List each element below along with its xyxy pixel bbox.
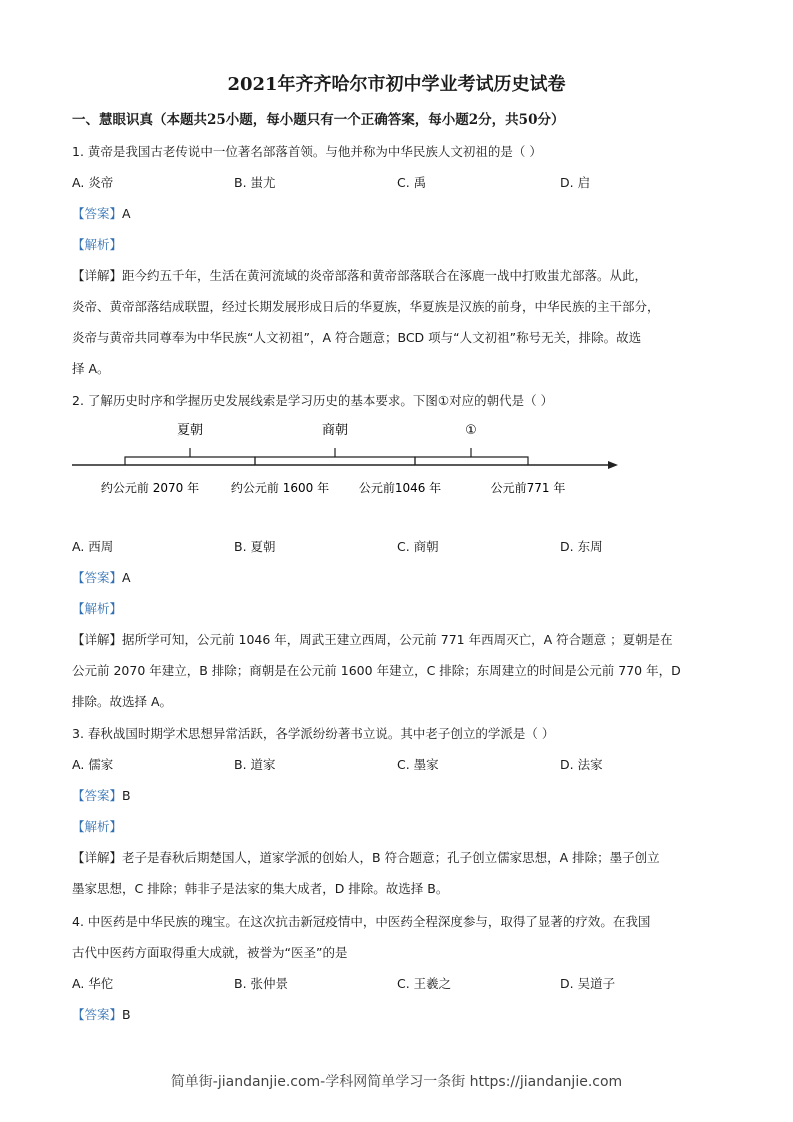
- detail-label: 【详解】: [72, 850, 123, 865]
- timeline-diagram: [70, 412, 630, 502]
- q4-option-c: C. 王羲之: [397, 976, 452, 991]
- q3-option-d: D. 法家: [560, 757, 603, 772]
- answer-label: 【答案】: [72, 570, 123, 585]
- question-2-stem: 2. 了解历史时序和学握历史发展线索是学习历史的基本要求。下图①对应的朝代是（ ）: [72, 393, 554, 408]
- q1-option-a: A. 炎帝: [72, 175, 114, 190]
- q3-option-a: A. 儒家: [72, 757, 114, 772]
- q3-analysis-label: 【解析】: [72, 819, 123, 834]
- q1-option-c: C. 禹: [397, 175, 427, 190]
- q1-detail-line: 炎帝、黄帝部落结成联盟，经过长期发展形成日后的华夏族，华夏族是汉族的前身，中华民族的主干部分，: [72, 299, 660, 314]
- answer-value: A: [122, 570, 131, 585]
- q4-option-a: A. 华佗: [72, 976, 114, 991]
- q2-option-d: D. 东周: [560, 539, 603, 554]
- q1-detail-line: [72, 266, 647, 284]
- answer-value: B: [122, 1007, 131, 1022]
- q1-option-b: B. 蚩尤: [234, 175, 276, 190]
- dynasty-label-xia: 夏朝: [176, 423, 204, 438]
- q3-detail-line: [72, 848, 660, 866]
- q2-analysis-label: 【解析】: [72, 601, 123, 616]
- q4-option-d: D. 吴道子: [560, 976, 616, 991]
- q3-answer: [72, 786, 131, 804]
- q3-option-b: B. 道家: [234, 757, 276, 772]
- q2-detail-line: 排除。故选择 A。: [72, 694, 173, 709]
- answer-label: 【答案】: [72, 788, 123, 803]
- date-label: 约公元前 1600 年: [230, 481, 330, 495]
- answer-label: 【答案】: [72, 1007, 123, 1022]
- detail-label: 【详解】: [72, 632, 123, 647]
- q1-detail-line: 择 A。: [72, 361, 110, 376]
- xia-bracket: [125, 457, 255, 465]
- answer-value: B: [122, 788, 131, 803]
- q1-option-d: D. 启: [560, 175, 591, 190]
- date-label: 公元前771 年: [490, 481, 566, 495]
- q1-answer: [72, 204, 131, 222]
- page-title: 2021年齐齐哈尔市初中学业考试历史试卷: [227, 74, 566, 95]
- q2-option-a: A. 西周: [72, 539, 114, 554]
- date-label: 约公元前 2070 年: [100, 481, 200, 495]
- detail-text: 距今约五千年，生活在黄河流域的炎帝部落和黄帝部落联合在涿鹿一战中打败蚩尤部落。从此，: [122, 268, 648, 283]
- date-label: 公元前1046 年: [358, 481, 442, 495]
- dynasty-label-shang: 商朝: [321, 423, 349, 438]
- q3-option-c: C. 墨家: [397, 757, 439, 772]
- q1-detail-line: 炎帝与黄帝共同尊奉为中华民族“人文初祖”，A 符合题意；BCD 项与“人文初祖”称号无关，排除。故选: [72, 330, 642, 345]
- shang-bracket: [255, 457, 415, 465]
- q3-detail-line: 墨家思想，C 排除；韩非子是法家的集大成者，D 排除。故选择 B。: [72, 881, 449, 896]
- q2-answer: [72, 568, 131, 586]
- q4-option-b: B. 张仲景: [234, 976, 289, 991]
- detail-text: 老子是春秋后期楚国人，道家学派的创始人，B 符合题意；孔子创立儒家思想，A 排除；墨子创立: [122, 850, 660, 865]
- dynasty-label-unknown: ①: [465, 423, 477, 438]
- q4-answer: [72, 1005, 131, 1023]
- q1-analysis-label: 【解析】: [72, 237, 123, 252]
- question-4-stem: 4. 中医药是中华民族的瑰宝。在这次抗击新冠疫情中，中医药全程深度参与，取得了显著的疗效。在我国: [72, 914, 651, 929]
- q2-option-c: C. 商朝: [397, 539, 439, 554]
- q2-option-b: B. 夏朝: [234, 539, 276, 554]
- detail-text: 据所学可知，公元前 1046 年，周武王建立西周，公元前 771 年西周灭亡，A 符合题意 ；夏朝是在: [122, 632, 673, 647]
- arrow-head-icon: [608, 461, 618, 469]
- q2-detail-line: [72, 630, 673, 648]
- question-3-stem: 3. 春秋战国时期学术思想异常活跃，各学派纷纷著书立说。其中老子创立的学派是（ ）: [72, 726, 555, 741]
- page-footer: 简单街-jiandanjie.com-学科网简单学习一条街 https://jiandanjie.com: [170, 1074, 623, 1090]
- detail-label: 【详解】: [72, 268, 123, 283]
- answer-label: 【答案】: [72, 206, 123, 221]
- q2-detail-line: 公元前 2070 年建立，B 排除；商朝是在公元前 1600 年建立，C 排除；东周建立的时间是公元前 770 年，D: [72, 663, 681, 678]
- zhou-bracket: [415, 457, 528, 465]
- question-1-stem: 1. 黄帝是我国古老传说中一位著名部落首领。与他并称为中华民族人文初祖的是（ ）: [72, 144, 542, 159]
- section-heading: 一、慧眼识真（本题共25小题，每小题只有一个正确答案，每小题2分，共50分）: [72, 112, 565, 128]
- question-4-stem: 古代中医药方面取得重大成就，被誉为“医圣”的是: [72, 945, 348, 960]
- answer-value: A: [122, 206, 131, 221]
